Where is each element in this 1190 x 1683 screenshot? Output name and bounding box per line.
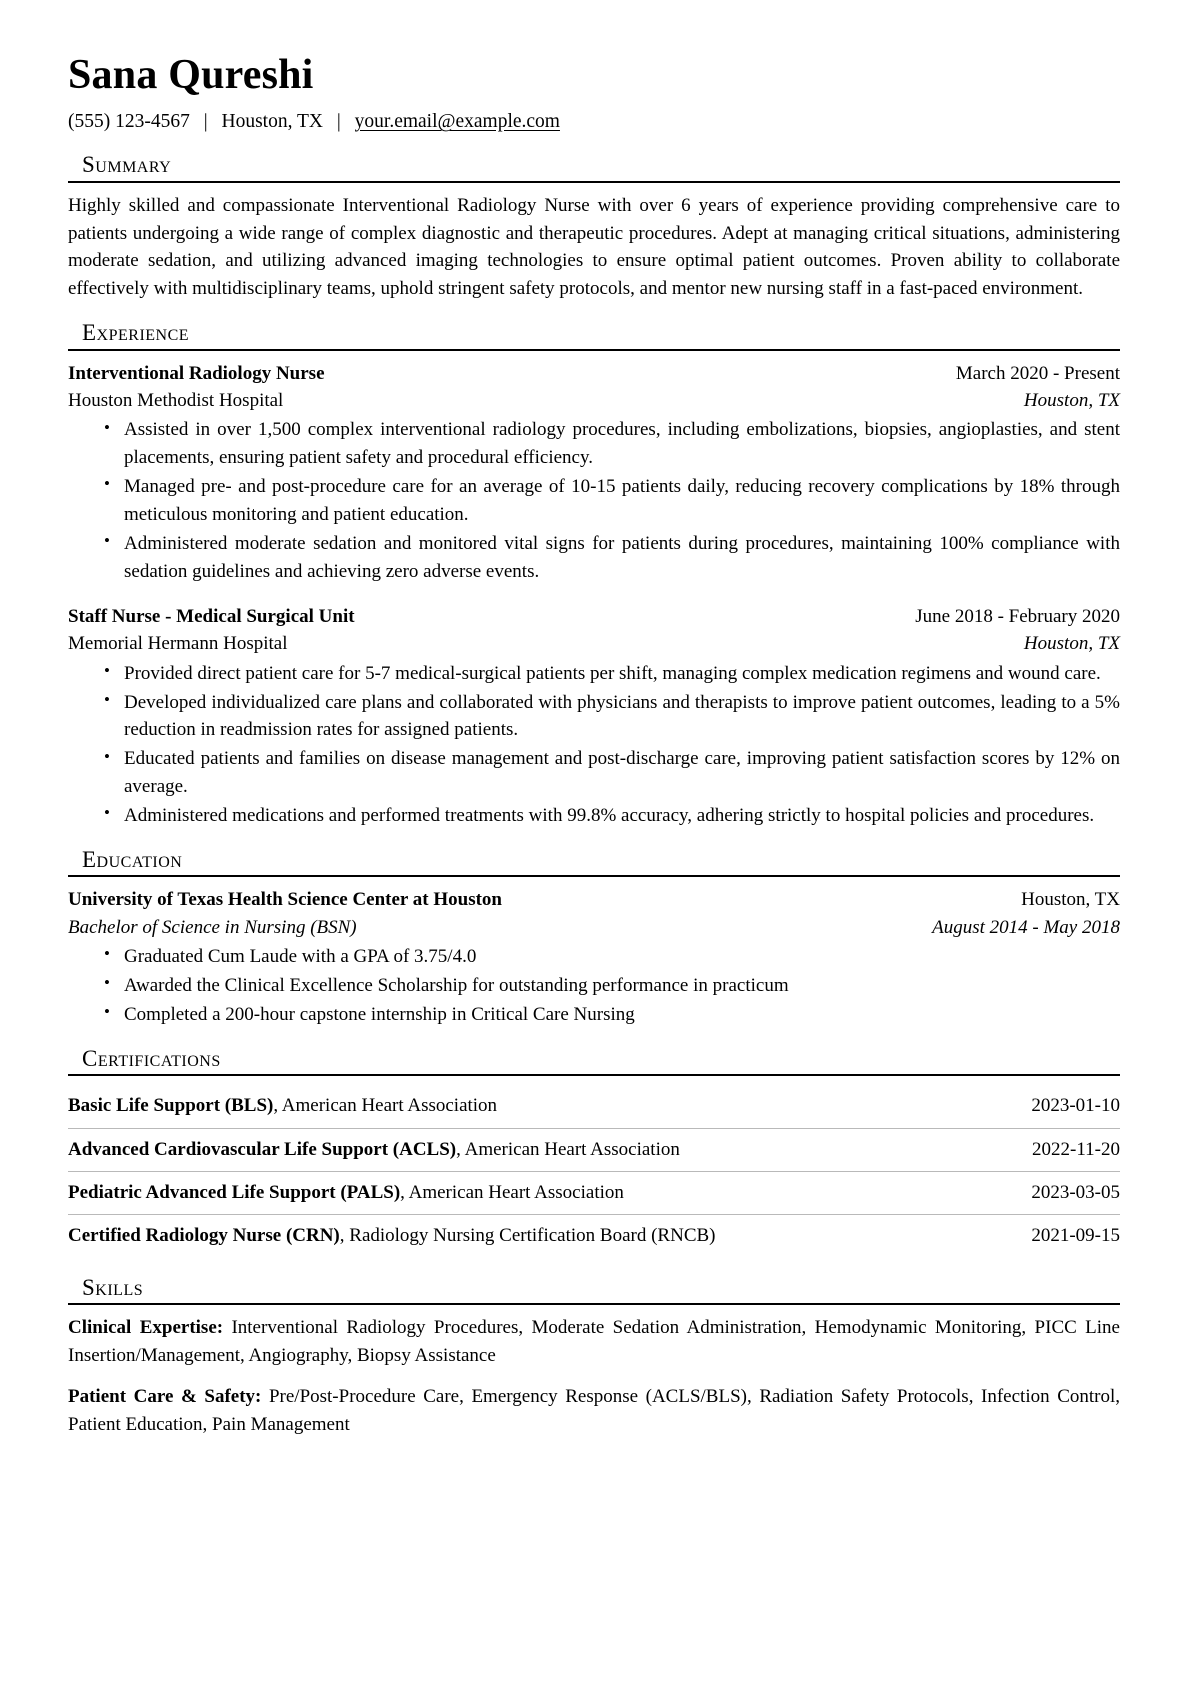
certifications-section: [68, 1046, 1120, 1258]
contact-line: [68, 109, 1120, 135]
certification-row: [68, 1172, 1120, 1214]
certification-label: [68, 1092, 497, 1119]
bullet-item: • Educated patients and families on disease management and post-discharge care, improving patient satisfaction scores by 12% on average.: [104, 745, 1120, 801]
education-degree-row: [68, 914, 1120, 941]
bullet-item: • Managed pre- and post-procedure care for an average of 10-15 patients daily, reducing recovery complications by 18% through meticulous monitoring and patient education.: [104, 473, 1120, 529]
skill-category: Clinical Expertise:: [68, 1316, 224, 1338]
certification-row: [68, 1085, 1120, 1127]
phone-number: (555) 123-4567: [68, 111, 190, 133]
section-heading-summary: Summary: [82, 152, 172, 178]
education-entry: [68, 886, 1120, 1028]
bullet-item: • Provided direct patient care for 5-7 medical-surgical patients per shift, managing complex medication regimens and wound care.: [104, 660, 1120, 688]
experience-title-row: [68, 603, 1120, 630]
job-location: Houston, TX: [1023, 633, 1120, 655]
experience-bullet-list: [68, 416, 1120, 586]
education-institution-row: [68, 886, 1120, 913]
certification-name: Basic Life Support (BLS): [68, 1095, 274, 1117]
contact-separator-1: |: [203, 111, 208, 133]
section-heading-education: Education: [82, 847, 183, 873]
job-dates: June 2018 - February 2020: [915, 605, 1120, 627]
summary-text: Highly skilled and compassionate Interventional Radiology Nurse with over 6 years of experience providing comprehensive care to patients undergoing a wide range of complex diagnostic and therapeutic procedures. Adept at managing critical situations, administering moderate sedation, and utilizing advanced imaging technologies to ensure optimal patient outcomes. Proven ability to collaborate effectively with multidisciplinary teams, uphold stringent safety protocols, and mentor new nursing staff in a fast-paced environment.: [68, 194, 1120, 300]
certifications-list: [68, 1085, 1120, 1257]
certification-label: [68, 1179, 624, 1206]
certification-issuer: , American Heart Association: [273, 1095, 498, 1117]
section-divider: [68, 181, 1120, 183]
certification-label: [68, 1136, 680, 1163]
institution-name: University of Texas Health Science Center at Houston: [68, 889, 502, 911]
certification-date: 2022-11-20: [1032, 1138, 1120, 1160]
section-divider: [68, 1074, 1120, 1076]
experience-entry: [68, 360, 1120, 586]
summary-section: [68, 152, 1120, 303]
skill-line: [68, 1314, 1120, 1370]
education-list: [68, 886, 1120, 1028]
education-bullet-list: [68, 943, 1120, 1029]
certification-date: 2023-03-05: [1031, 1181, 1120, 1203]
candidate-name: Sana Qureshi: [68, 52, 314, 98]
experience-company-row: [68, 387, 1120, 414]
experience-section: [68, 320, 1120, 830]
bullet-item: • Administered medications and performed treatments with 99.8% accuracy, adhering strictly to hospital policies and procedures.: [104, 802, 1120, 830]
experience-company-row: [68, 630, 1120, 657]
experience-list: [68, 360, 1120, 831]
certification-row: [68, 1129, 1120, 1171]
experience-entry: [68, 603, 1120, 830]
certification-issuer: , Radiology Nursing Certification Board (RNCB): [339, 1225, 716, 1247]
certification-row: [68, 1215, 1120, 1257]
skill-line: [68, 1383, 1120, 1439]
institution-location: Houston, TX: [1021, 889, 1120, 911]
education-section: [68, 847, 1120, 1029]
certification-date: 2023-01-10: [1031, 1095, 1120, 1117]
bullet-item: • Assisted in over 1,500 complex interventional radiology procedures, including embolizations, biopsies, angioplasties, and stent placements, ensuring patient safety and procedural efficiency.: [104, 416, 1120, 472]
company-name: Houston Methodist Hospital: [68, 389, 284, 411]
skills-section: [68, 1275, 1120, 1439]
experience-bullet-list: [68, 660, 1120, 831]
section-divider: [68, 349, 1120, 351]
degree-name: Bachelor of Science in Nursing (BSN): [68, 916, 357, 938]
certification-name: Advanced Cardiovascular Life Support (ACLS): [68, 1138, 457, 1160]
certification-name: Pediatric Advanced Life Support (PALS): [68, 1181, 401, 1203]
job-location: Houston, TX: [1023, 389, 1120, 411]
bullet-item: • Completed a 200-hour capstone internship in Critical Care Nursing: [104, 1001, 1120, 1029]
section-divider: [68, 1303, 1120, 1305]
bullet-item: • Awarded the Clinical Excellence Scholarship for outstanding performance in practicum: [104, 972, 1120, 1000]
skill-items: Interventional Radiology Procedures, Moderate Sedation Administration, Hemodynamic Monitoring, PICC Line Insertion/Management, Angiography, Biopsy Assistance: [68, 1316, 1120, 1366]
bullet-item: • Administered moderate sedation and monitored vital signs for patients during procedures, maintaining 100% compliance with sedation guidelines and achieving zero adverse events.: [104, 530, 1120, 586]
skill-category: Patient Care & Safety:: [68, 1385, 262, 1407]
certification-issuer: , American Heart Association: [456, 1138, 680, 1160]
location-text: Houston, TX: [221, 111, 323, 133]
resume-header: [68, 52, 1120, 135]
certification-name: Certified Radiology Nurse (CRN): [68, 1225, 340, 1247]
education-dates: August 2014 - May 2018: [932, 916, 1120, 938]
section-heading-certifications: Certifications: [82, 1045, 221, 1071]
experience-title-row: [68, 360, 1120, 387]
bullet-item: • Graduated Cum Laude with a GPA of 3.75/4.0: [104, 943, 1120, 971]
company-name: Memorial Hermann Hospital: [68, 633, 288, 655]
certification-date: 2021-09-15: [1031, 1225, 1120, 1247]
email-link[interactable]: your.email@example.com: [354, 111, 560, 133]
job-dates: March 2020 - Present: [955, 362, 1120, 384]
section-divider: [68, 875, 1120, 877]
skills-list: [68, 1314, 1120, 1439]
contact-separator-2: |: [336, 111, 341, 133]
certification-issuer: , American Heart Association: [400, 1181, 624, 1203]
section-heading-skills: Skills: [82, 1274, 144, 1300]
certification-label: [68, 1222, 716, 1249]
job-title: Interventional Radiology Nurse: [68, 362, 325, 384]
job-title: Staff Nurse - Medical Surgical Unit: [68, 605, 355, 627]
skill-items: Pre/Post-Procedure Care, Emergency Response (ACLS/BLS), Radiation Safety Protocols, Infection Control, Patient Education, Pain Management: [68, 1385, 1121, 1435]
section-heading-experience: Experience: [82, 320, 190, 346]
bullet-item: • Developed individualized care plans and collaborated with physicians and therapists to improve patient outcomes, leading to a 5% reduction in readmission rates for assigned patients.: [104, 689, 1120, 745]
